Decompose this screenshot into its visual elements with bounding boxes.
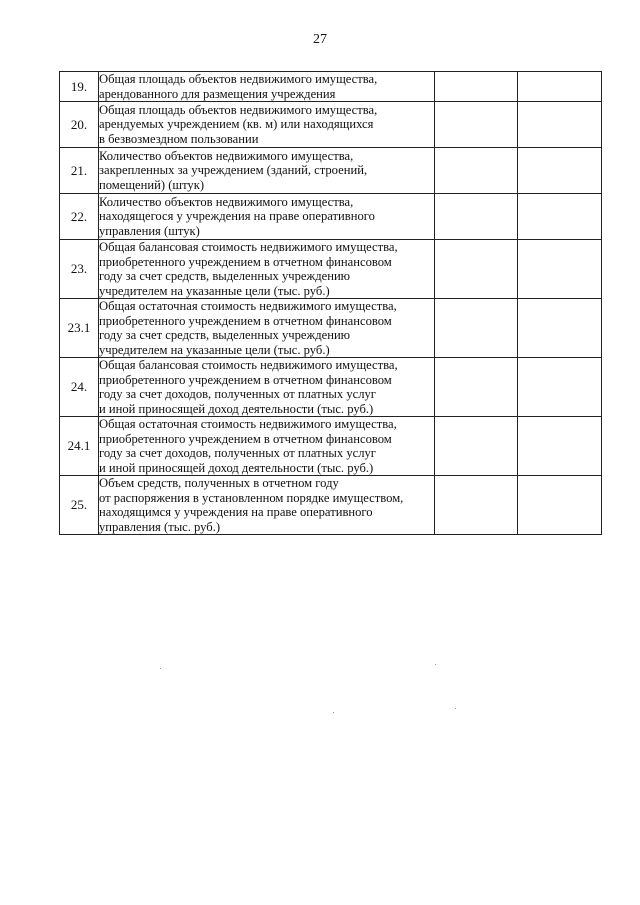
page-number: 27 — [313, 32, 327, 47]
row-number: 25. — [60, 476, 99, 535]
value-cell-1 — [435, 358, 518, 417]
value-cell-2 — [518, 358, 602, 417]
scan-speck — [333, 712, 334, 713]
scan-speck — [455, 708, 456, 709]
row-description: Общая балансовая стоимость недвижимого имущества, приобретенного учреждением в отчетном финансовом году за счет средств, выделенных учреждению учредителем на указанные цели (тыс. руб.) — [99, 240, 435, 299]
row-description: Общая остаточная стоимость недвижимого имущества, приобретенного учреждением в отчетном финансовом году за счет средств, выделенных учреждению учредителем на указанные цели (тыс. руб.) — [99, 299, 435, 358]
value-cell-1 — [435, 194, 518, 240]
row-description: Общая остаточная стоимость недвижимого имущества, приобретенного учреждением в отчетном финансовом году за счет доходов, полученных от платных услуг и иной приносящей доход деятельности (тыс. руб.) — [99, 417, 435, 476]
scan-speck — [435, 664, 436, 665]
row-description: Общая площадь объектов недвижимого имущества, арендованного для размещения учреждения — [99, 72, 435, 102]
row-number: 19. — [60, 72, 99, 102]
value-cell-2 — [518, 194, 602, 240]
value-cell-2 — [518, 148, 602, 194]
value-cell-2 — [518, 417, 602, 476]
row-number: 24.1 — [60, 417, 99, 476]
table-row — [60, 417, 602, 476]
value-cell-2 — [518, 476, 602, 535]
value-cell-1 — [435, 148, 518, 194]
value-cell-2 — [518, 102, 602, 148]
row-description: Общая площадь объектов недвижимого имущества, арендуемых учреждением (кв. м) или находящихся в безвозмездном пользовании — [99, 102, 435, 148]
row-number: 22. — [60, 194, 99, 240]
scan-speck — [160, 668, 161, 669]
table-row — [60, 72, 602, 102]
value-cell-1 — [435, 102, 518, 148]
value-cell-2 — [518, 240, 602, 299]
value-cell-2 — [518, 72, 602, 102]
row-number: 21. — [60, 148, 99, 194]
row-number: 20. — [60, 102, 99, 148]
row-description: Количество объектов недвижимого имущества, находящегося у учреждения на праве оперативного управления (штук) — [99, 194, 435, 240]
table-row — [60, 148, 602, 194]
value-cell-1 — [435, 299, 518, 358]
table-row — [60, 194, 602, 240]
row-number: 24. — [60, 358, 99, 417]
table-row — [60, 240, 602, 299]
table-row — [60, 299, 602, 358]
value-cell-1 — [435, 240, 518, 299]
table-row — [60, 358, 602, 417]
property-indicators-table — [59, 71, 602, 535]
row-number: 23. — [60, 240, 99, 299]
row-description: Объем средств, полученных в отчетном году от распоряжения в установленном порядке имуществом, находящимся у учреждения на праве оперативного управления (тыс. руб.) — [99, 476, 435, 535]
value-cell-1 — [435, 476, 518, 535]
value-cell-1 — [435, 417, 518, 476]
table-row — [60, 102, 602, 148]
row-number: 23.1 — [60, 299, 99, 358]
row-description: Количество объектов недвижимого имущества, закрепленных за учреждением (зданий, строений, помещений) (штук) — [99, 148, 435, 194]
table-row — [60, 476, 602, 535]
row-description: Общая балансовая стоимость недвижимого имущества, приобретенного учреждением в отчетном финансовом году за счет доходов, полученных от платных услуг и иной приносящей доход деятельности (тыс. руб.) — [99, 358, 435, 417]
value-cell-2 — [518, 299, 602, 358]
value-cell-1 — [435, 72, 518, 102]
